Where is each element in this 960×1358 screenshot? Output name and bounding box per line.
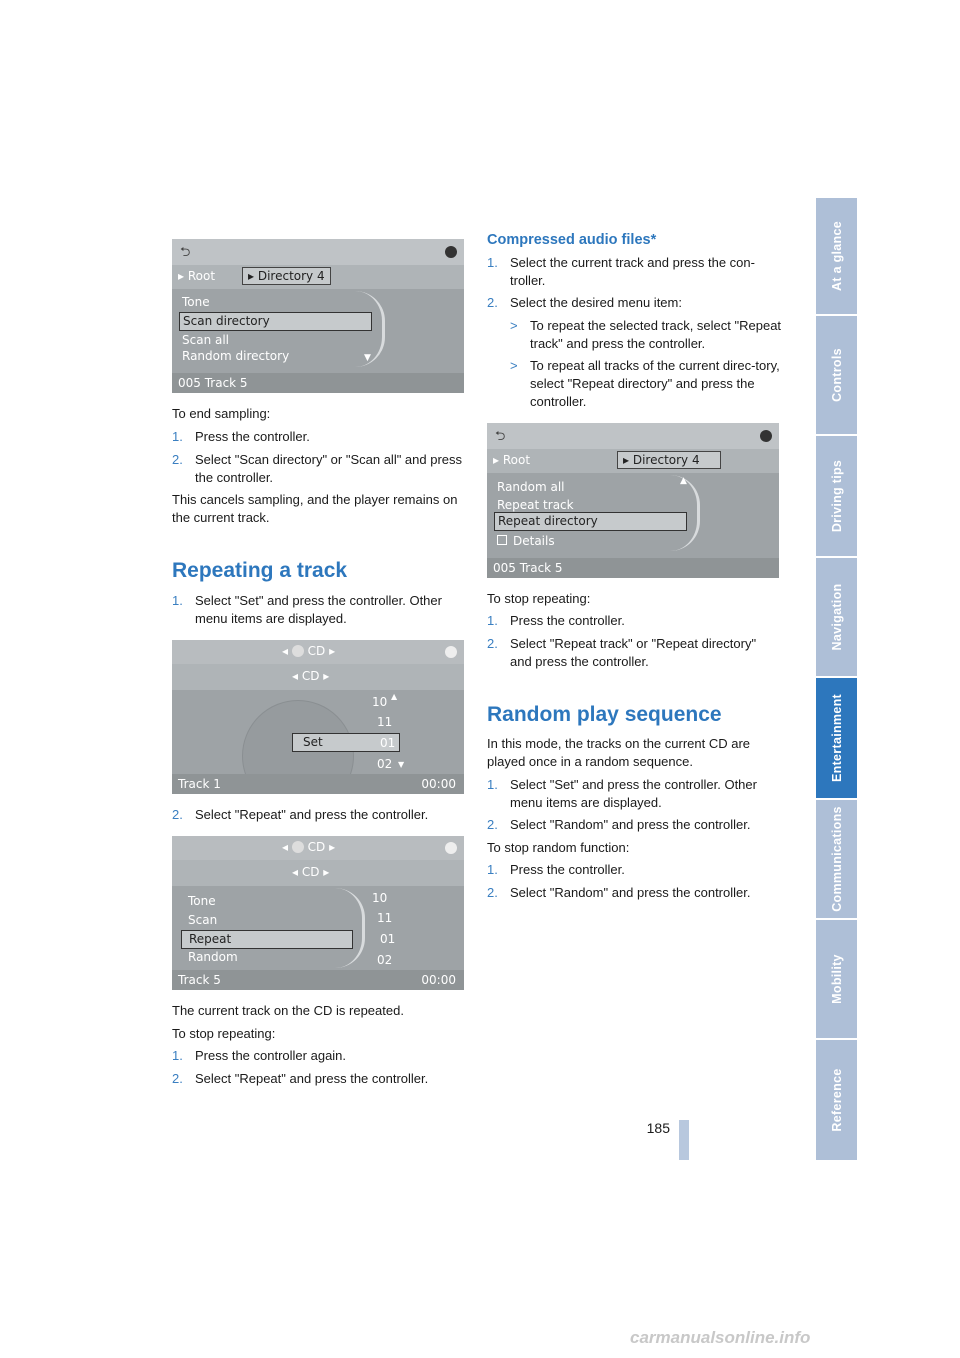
- random-heading: Random play sequence: [487, 703, 722, 726]
- track-number: 01: [380, 736, 396, 750]
- screen-footer: Track 1 00:00: [172, 774, 464, 794]
- end-step-1: 1. Press the controller.: [172, 429, 310, 444]
- end-step-2: 2. Select "Scan directory" or "Scan all" and press the controller.: [172, 452, 463, 485]
- back-arrow-icon: ⮌: [495, 429, 506, 444]
- controller-icon: [445, 246, 457, 258]
- breadcrumb: [172, 265, 464, 289]
- cd-source-label[interactable]: ◂ CD ▸: [282, 840, 336, 854]
- menu-item-random[interactable]: Random: [188, 950, 238, 964]
- track-number: 10: [372, 891, 388, 905]
- menu-item-details[interactable]: Details: [497, 534, 555, 548]
- track-number: 01: [380, 932, 396, 946]
- repeated-note: The current track on the CD is repeated.: [172, 1003, 404, 1018]
- compressed-step-1: 1. Select the current track and press the con-troller.: [487, 255, 755, 288]
- side-tab-controls[interactable]: Controls: [816, 316, 857, 434]
- page-number: 185: [646, 1120, 670, 1136]
- screen-footer: Track 5 00:00: [172, 970, 464, 990]
- side-tab-navigation[interactable]: Navigation: [816, 558, 857, 676]
- breadcrumb-root[interactable]: ▸ Root: [493, 453, 531, 467]
- side-tab-mobility[interactable]: Mobility: [816, 920, 857, 1038]
- track-number: 02: [377, 953, 393, 967]
- screen-scan-menu: [172, 239, 464, 393]
- screen-cd-set: [172, 640, 464, 794]
- breadcrumb-directory[interactable]: ▸ Directory 4: [242, 267, 331, 285]
- cd-sub-bar: ◂ CD ▸: [172, 664, 464, 690]
- scroll-up-icon: ▲: [391, 692, 398, 701]
- controller-icon: [760, 430, 772, 442]
- side-tab-at-a-glance[interactable]: At a glance: [816, 198, 857, 314]
- back-arrow-icon: ⮌: [180, 245, 191, 260]
- right-stop-step-2: 2. Select "Repeat track" or "Repeat directory" and press the controller.: [487, 636, 757, 669]
- compressed-step-2: 2. Select the desired menu item:: [487, 295, 682, 310]
- menu-item-scan-directory[interactable]: Scan directory: [179, 312, 372, 331]
- screen-header: [487, 423, 779, 449]
- scroll-down-icon: ▼: [364, 353, 371, 363]
- track-number: 10: [372, 695, 388, 709]
- bullet-repeat-track: > To repeat the selected track, select "Repeat track" and press the controller.: [510, 318, 782, 351]
- details-icon: [497, 535, 507, 545]
- stop-step-1: 1. Press the controller again.: [172, 1048, 347, 1063]
- scroll-arc: [667, 475, 700, 551]
- controller-icon: [445, 842, 457, 854]
- menu-item-repeat-directory[interactable]: Repeat directory: [494, 512, 687, 531]
- menu-item-repeat-track[interactable]: Repeat track: [497, 498, 574, 512]
- track-number: 11: [377, 715, 393, 729]
- screen-footer: 005 Track 5: [172, 373, 464, 393]
- screen-footer: 005 Track 5: [487, 558, 779, 578]
- right-stop-repeat-label: To stop repeating:: [487, 591, 591, 606]
- side-tab-driving-tips[interactable]: Driving tips: [816, 436, 857, 556]
- compressed-heading: Compressed audio files*: [487, 232, 657, 248]
- set-option[interactable]: Set: [292, 733, 400, 752]
- scroll-up-icon: ▲: [680, 476, 687, 486]
- stop-step-2: 2. Select "Repeat" and press the controller.: [172, 1071, 429, 1086]
- stop-random-step-2: 2. Select "Random" and press the controller.: [487, 885, 751, 900]
- breadcrumb: [487, 449, 779, 473]
- menu-item-random-directory[interactable]: Random directory: [182, 349, 290, 363]
- cancel-note: This cancels sampling, and the player remains on the current track.: [172, 492, 458, 525]
- side-tab-entertainment[interactable]: Entertainment: [816, 678, 857, 798]
- side-tab-reference[interactable]: Reference: [816, 1040, 857, 1160]
- watermark: carmanualsonline.info: [630, 1328, 811, 1347]
- menu-item-scan-all[interactable]: Scan all: [182, 333, 230, 347]
- repeat-step-1: 1. Select "Set" and press the controller. Other menu items are displayed.: [172, 593, 442, 626]
- side-tab-communications[interactable]: Communications: [816, 800, 857, 918]
- breadcrumb-directory[interactable]: ▸ Directory 4: [617, 451, 721, 469]
- screen-header: [172, 836, 464, 860]
- right-stop-step-1: 1. Press the controller.: [487, 613, 625, 628]
- scroll-arc: [332, 888, 365, 968]
- random-step-2: 2. Select "Random" and press the controller.: [487, 817, 751, 832]
- screen-header: [172, 640, 464, 664]
- menu-item-scan[interactable]: Scan: [188, 913, 218, 927]
- bullet-repeat-directory: > To repeat all tracks of the current direc-tory, select "Repeat directory" and press the controller.: [510, 358, 780, 409]
- random-step-1: 1. Select "Set" and press the controller. Other menu items are displayed.: [487, 777, 757, 810]
- stop-repeat-label: To stop repeating:: [172, 1026, 276, 1041]
- track-number: 11: [377, 911, 393, 925]
- controller-icon: [445, 646, 457, 658]
- screen-cd-menu: [172, 836, 464, 990]
- end-sampling-label: To end sampling:: [172, 406, 271, 421]
- menu-item-tone[interactable]: Tone: [182, 295, 210, 309]
- breadcrumb-root[interactable]: ▸ Root: [178, 269, 216, 283]
- page-number-bar: [679, 1120, 689, 1160]
- cd-sub-bar: ◂ CD ▸: [172, 860, 464, 886]
- menu-item-repeat[interactable]: Repeat: [181, 930, 353, 949]
- track-number: 02: [377, 757, 393, 771]
- random-intro: In this mode, the tracks on the current CD are played once in a random sequence.: [487, 736, 751, 769]
- repeat-step-2: 2. Select "Repeat" and press the controller.: [172, 807, 429, 822]
- menu-item-tone[interactable]: Tone: [188, 894, 216, 908]
- screen-header: [172, 239, 464, 265]
- cd-source-label[interactable]: ◂ CD ▸: [282, 644, 336, 658]
- screen-repeat-menu: [487, 423, 779, 578]
- stop-random-step-1: 1. Press the controller.: [487, 862, 625, 877]
- stop-random-label: To stop random function:: [487, 840, 630, 855]
- menu-item-random-all[interactable]: Random all: [497, 480, 565, 494]
- repeat-heading: Repeating a track: [172, 559, 348, 582]
- scroll-down-icon: ▼: [398, 760, 405, 769]
